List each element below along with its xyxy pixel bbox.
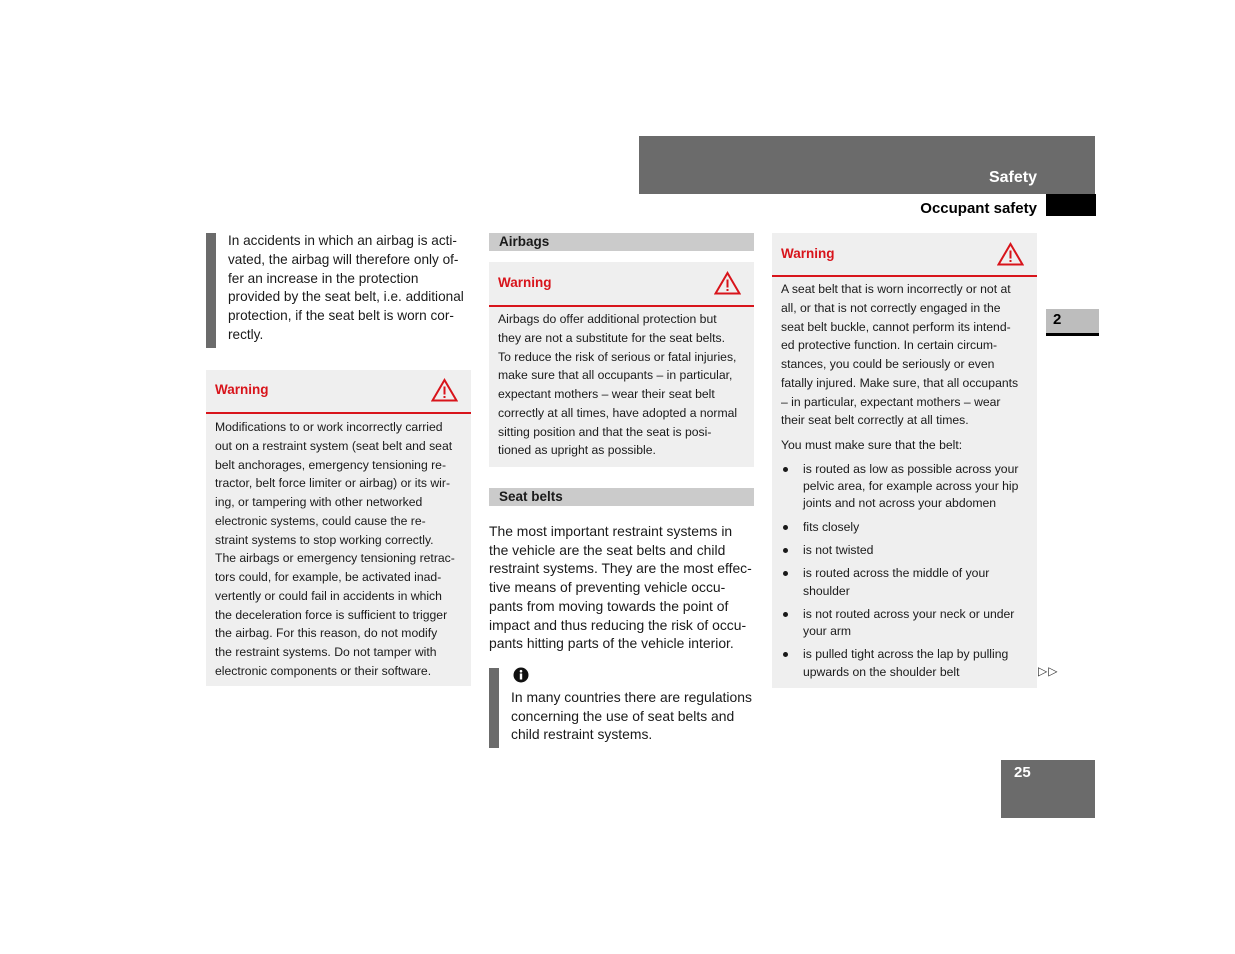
warning-line: ing, or tampering with other networked (215, 495, 423, 509)
info-icon (513, 667, 529, 683)
list-item-line: joints and not across your abdomen (803, 496, 997, 511)
body-line: impact and thus reducing the risk of occu- (489, 616, 747, 633)
info-line: child restraint systems. (511, 726, 653, 743)
intro-line: provided by the seat belt, i.e. additional (228, 289, 464, 305)
warning-line: they are not a substitute for the seat belts. (498, 330, 725, 345)
warning-header (772, 233, 1037, 277)
warning-header (489, 262, 754, 307)
warning-triangle-icon (431, 378, 458, 402)
body-line: The most important restraint systems in (489, 523, 733, 539)
warning-line: make sure that all occupants – in particular, (498, 368, 733, 383)
list-item (781, 565, 1031, 600)
belt-checklist (781, 461, 1031, 681)
warning-line: the airbag. For this reason, do not modify (215, 626, 438, 641)
warning-text (781, 280, 1031, 681)
section-heading-text: Seat belts (499, 489, 563, 504)
list-item-line: is routed as low as possible across your (803, 461, 1019, 476)
warning-line: their seat belt correctly at all times. (781, 413, 969, 428)
intro-line: protection, if the seat belt is worn cor- (228, 308, 454, 324)
list-item-line: is not twisted (803, 542, 874, 557)
body-line: restraint systems. They are the most effec- (489, 560, 752, 577)
continued-marker: ▷▷ (1038, 664, 1059, 678)
info-line: In many countries there are regulations (511, 689, 752, 705)
warning-line: sitting position and that the seat is posi- (498, 424, 712, 439)
warning-header (206, 370, 471, 414)
warning-text (498, 310, 748, 460)
list-item-line: is routed across the middle of your (803, 566, 990, 581)
list-item (781, 461, 1031, 513)
warning-line: seat belt buckle, cannot perform its intend- (781, 319, 1011, 334)
warning-line: expectant mothers – wear their seat belt (498, 387, 715, 401)
section-heading-text: Airbags (499, 234, 550, 249)
warning-box-modifications (206, 370, 471, 686)
list-item (781, 606, 1031, 641)
warning-line: electronic components or their software. (215, 663, 432, 678)
section-heading-airbags (489, 233, 754, 251)
warning-line: straint systems to stop working correctly. (215, 532, 434, 547)
intro-line: fer an increase in the protection (228, 270, 419, 286)
intro-note (228, 232, 471, 345)
warning-triangle-icon (997, 242, 1024, 266)
warning-line: correctly at all times, have adopted a normal (498, 405, 738, 420)
note-bar (206, 233, 216, 348)
warning-triangle-icon (714, 271, 741, 295)
warning-line: – in particular, expectant mothers – wear (781, 394, 1001, 409)
list-item (781, 646, 1031, 681)
warning-line: To reduce the risk of serious or fatal injuries, (498, 349, 737, 364)
page-number: 25 (1014, 764, 1031, 781)
intro-line: rectly. (228, 326, 264, 342)
warning-line: fatally injured. Make sure, that all occupants (781, 375, 1019, 390)
warning-label: Warning (215, 382, 269, 397)
warning-line: the restraint systems. Do not tamper with (215, 645, 437, 659)
intro-line: vated, the airbag will therefore only of- (228, 251, 459, 267)
warning-label: Warning (498, 275, 552, 290)
info-note-text (511, 688, 757, 744)
info-line: concerning the use of seat belts and (511, 707, 735, 724)
section-title: Occupant safety (920, 200, 1037, 217)
list-item-line: fits closely (803, 519, 860, 534)
warning-line: tractor, belt force limiter or airbag) or its wir- (215, 476, 451, 491)
list-item-line: your arm (803, 624, 852, 639)
warning-label: Warning (781, 246, 835, 261)
body-line: the vehicle are the seat belts and child (489, 541, 726, 558)
list-item-line: pelvic area, for example across your hip (803, 479, 1019, 494)
list-item (781, 519, 1031, 536)
list-item-line: upwards on the shoulder belt (803, 664, 960, 679)
warning-line: belt anchorages, emergency tensioning re- (215, 457, 447, 472)
intro-line: In accidents in which an airbag is acti- (228, 233, 457, 248)
chapter-tab-number: 2 (1053, 311, 1062, 328)
body-line: pants hitting parts of the vehicle interior. (489, 635, 734, 652)
warning-line: A seat belt that is worn incorrectly or not at (781, 282, 1011, 296)
chapter-title: Safety (988, 169, 1037, 186)
warning-box-seat-belt (772, 233, 1037, 688)
warning-line: out on a restraint system (seat belt and seat (215, 438, 453, 453)
warning-line: stances, you could be seriously or even (781, 357, 995, 371)
list-item-line: is pulled tight across the lap by pulling (803, 647, 1009, 662)
warning-line: the deceleration force is sufficient to trigger (215, 607, 448, 622)
list-item-line: is not routed across your neck or under (803, 606, 1015, 621)
seat-belts-body (489, 522, 757, 653)
warning-line: Airbags do offer additional protection but (498, 312, 717, 326)
chapter-tab (1046, 309, 1099, 336)
list-item (781, 542, 1031, 559)
list-item-line: shoulder (803, 583, 850, 598)
warning-line: electronic systems, could cause the re- (215, 513, 426, 528)
warning-text (215, 418, 465, 681)
warning-line: all, or that is not correctly engaged in the (781, 300, 1001, 315)
header-marker (1046, 194, 1096, 216)
body-line: tive means of preventing vehicle occu- (489, 579, 726, 596)
warning-line: ed protective function. In certain circum- (781, 338, 998, 353)
warning-line: Modifications to or work incorrectly carried (215, 420, 443, 434)
belt-checklist-intro: You must make sure that the belt: (781, 438, 963, 452)
warning-box-airbags (489, 262, 754, 467)
info-bar (489, 668, 499, 748)
section-heading-seat-belts (489, 488, 754, 506)
warning-line: tioned as upright as possible. (498, 443, 656, 458)
body-line: pants from moving towards the point of (489, 597, 729, 614)
warning-line: The airbags or emergency tensioning retrac- (215, 551, 455, 566)
warning-line: tors could, for example, be activated inad- (215, 570, 442, 584)
warning-line: vertently or could fail in accidents in which (215, 588, 442, 603)
page-number-box (1001, 760, 1095, 818)
